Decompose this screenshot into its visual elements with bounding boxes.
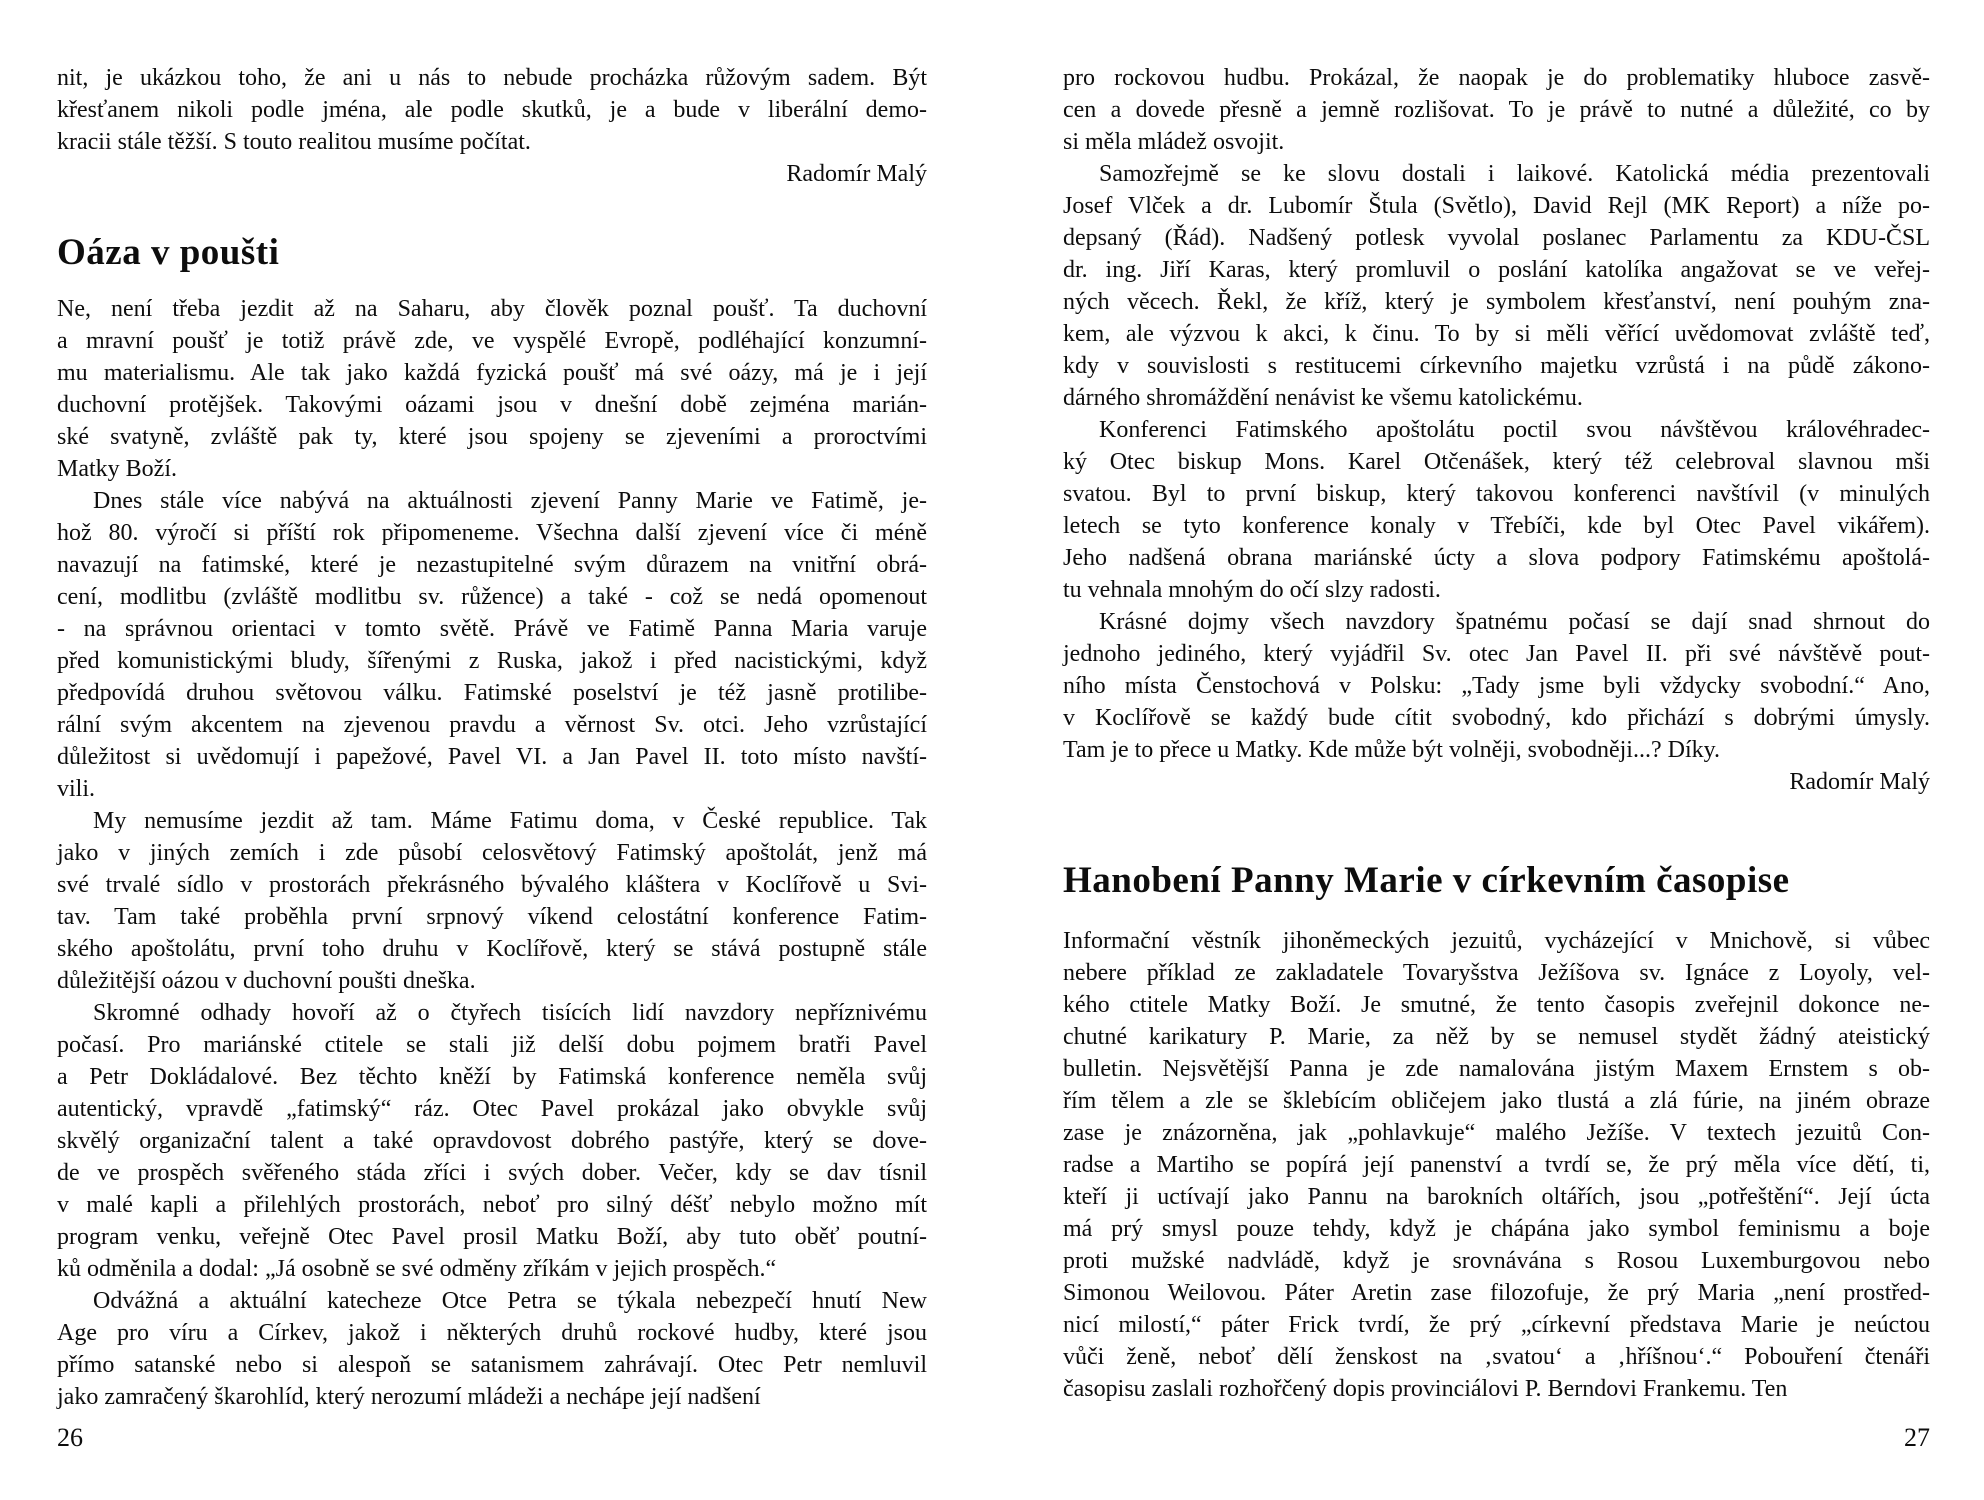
text-line: nicí milostí,“ páter Frick tvrdí, že prý „církevní představa Marie je neúctou (1063, 1312, 1930, 1338)
text-line: letech se tyto konference konaly v Třebíči, kde byl Otec Pavel vikářem). (1063, 513, 1930, 539)
text-line: důležitější oázou v duchovní poušti dneška. (57, 968, 476, 994)
paragraph (57, 997, 927, 1285)
text-line: vůči ženě, neboť dělí ženskost na ‚svatou‘ a ‚hříšnou‘.“ Pobouření čtenáři (1063, 1344, 1930, 1370)
text-line: si měla mládež osvojit. (1063, 129, 1285, 155)
text-line: kdy v souvislosti s restitucemi církevního majetku vzrůstá i na půdě zákono- (1063, 353, 1930, 379)
text-line: jako zamračený škarohlíd, který nerozumí mládeži a nechápe její nadšení (57, 1384, 761, 1410)
text-line: pro rockovou hudbu. Prokázal, že naopak je do problematiky hluboce zasvě- (1063, 65, 1930, 91)
text-line: Matky Boží. (57, 456, 177, 482)
text-line: ské svatyně, zvláště pak ty, které jsou spojeny se zjeveními a proroctvími (57, 424, 927, 450)
text-line: program venku, veřejně Otec Pavel prosil Matku Boží, aby tuto oběť poutní- (57, 1224, 927, 1250)
author-signature: Radomír Malý (1789, 769, 1930, 795)
text-line: - na správnou orientaci v tomto světě. Právě ve Fatimě Panna Maria varuje (57, 616, 927, 642)
text-line: dr. ing. Jiří Karas, který promluvil o poslání katolíka angažovat se ve veřej- (1063, 257, 1930, 283)
article-heading-oaza-v-pousti: Oáza v poušti (57, 232, 280, 273)
paragraph (1063, 606, 1930, 766)
text-line: depsaný (Řád). Nadšený potlesk vyvolal poslanec Parlamentu za KDU-ČSL (1063, 225, 1930, 251)
text-line: ků odměnila a dodal: „Já osobně se své odměny zříkám v jejich prospěch.“ (57, 1256, 777, 1282)
text-line: a Petr Dokládalové. Bez těchto kněží by Fatimská konference neměla svůj (57, 1064, 927, 1090)
text-line: kracii stále těžší. S touto realitou musíme počítat. (57, 129, 531, 155)
text-line: časopisu zaslali rozhořčený dopis provinciálovi P. Berndovi Frankemu. Ten (1063, 1376, 1788, 1402)
text-line: Ne, není třeba jezdit až na Saharu, aby člověk poznal poušť. Ta duchovní (57, 296, 927, 322)
text-line: ký Otec biskup Mons. Karel Otčenášek, který též celebroval slavnou mši (1063, 449, 1930, 475)
paragraph (1063, 925, 1930, 1405)
page-number: 26 (57, 1423, 83, 1452)
text-line: ského apoštolátu, první toho druhu v Koclířově, který se stává postupně stále (57, 936, 927, 962)
text-line: ního místa Čenstochová v Polsku: „Tady jsme byli vždycky svobodní.“ Ano, (1063, 673, 1930, 699)
text-line: ných věcech. Řekl, že kříž, který je symbolem křesťanství, není pouhým zna- (1063, 289, 1930, 315)
text-line: vili. (57, 776, 96, 802)
text-line: Skromné odhady hovoří až o čtyřech tisících lidí navzdory nepříznivému (93, 1000, 927, 1026)
text-line: radse a Martiho se popírá její panenství a tvrdí se, že prý měla více dětí, ti, (1063, 1152, 1930, 1178)
text-line: Krásné dojmy všech navzdory špatnému počasí se dají snad shrnout do (1099, 609, 1930, 635)
text-line: počasí. Pro mariánské ctitele se stali již delší dobu pojmem bratři Pavel (57, 1032, 927, 1058)
paragraph (57, 1285, 927, 1413)
text-line: Josef Vlček a dr. Lubomír Štula (Světlo), David Rejl (MK Report) a níže po- (1063, 193, 1930, 219)
text-line: jednoho jediného, který vyjádřil Sv. otec Jan Pavel II. při své návštěvě pout- (1063, 641, 1930, 667)
article-heading-hanobeni-panny-marie: Hanobení Panny Marie v církevním časopise (1063, 860, 1790, 901)
text-line: mu materialismu. Ale tak jako každá fyzická poušť má své oázy, má je i její (57, 360, 927, 386)
right-page (1063, 62, 1930, 1405)
text-line: Age pro víru a Církev, jakož i některých druhů rockové hudby, které jsou (57, 1320, 927, 1346)
page-number: 27 (1904, 1423, 1930, 1452)
right-intro-paragraphs (1063, 62, 1930, 766)
text-line: nit, je ukázkou toho, že ani u nás to nebude procházka růžovým sadem. Být (57, 65, 927, 91)
left-article-paragraphs (57, 293, 927, 1413)
right-article-paragraphs (1063, 925, 1930, 1405)
paragraph (57, 293, 927, 485)
text-line: Odvážná a aktuální katecheze Otce Petra se týkala nebezpečí hnutí New (93, 1288, 927, 1314)
paragraph (57, 805, 927, 997)
text-line: nebere příklad ze zakladatele Tovaryšstva Ježíšova sv. Ignáce z Loyoly, vel- (1063, 960, 1930, 986)
text-line: důležitost si uvědomují i papežové, Pavel VI. a Jan Pavel II. toto místo navští- (57, 744, 927, 770)
text-line: Simonou Weilovou. Páter Aretin zase filozofuje, že prý Maria „není prostřed- (1063, 1280, 1930, 1306)
text-line: de ve prospěch svěřeného stáda zříci i svých dober. Večer, kdy se dav tísnil (57, 1160, 927, 1186)
text-line: kého ctitele Matky Boží. Je smutné, že tento časopis zveřejnil dokonce ne- (1063, 992, 1930, 1018)
paragraph (57, 62, 927, 158)
text-line: předpovídá druhou světovou válku. Fatimské poselství je též jasně protilibe- (57, 680, 927, 706)
text-line: jako v jiných zemích i zde působí celosvětový Fatimský apoštolát, jenž má (57, 840, 927, 866)
text-line: Jeho nadšená obrana mariánské úcty a slova podpory Fatimskému apoštolá- (1063, 545, 1930, 571)
text-line: proti mužské nadvládě, když je srovnávána s Rosou Luxemburgovou nebo (1063, 1248, 1930, 1274)
paragraph (1063, 62, 1930, 158)
text-line: kteří ji uctívají jako Pannu na barokních oltářích, jsou „potřeštění“. Její úcta (1063, 1184, 1930, 1210)
text-line: cen a dovede přesně a jemně rozlišovat. To je právě to nutné a důležité, co by (1063, 97, 1930, 123)
text-line: přímo satanské nebo si alespoň se satanismem zahrávají. Otec Petr nemluvil (57, 1352, 927, 1378)
paragraph (1063, 158, 1930, 414)
text-line: navazují na fatimské, které je nezastupitelné svým důrazem na vnitřní obrá- (57, 552, 927, 578)
author-signature: Radomír Malý (786, 161, 927, 187)
text-line: má prý smysl pouze tehdy, když je chápána jako symbol feminismu a boje (1063, 1216, 1930, 1242)
text-line: dárného shromáždění nenávist ke všemu katolickému. (1063, 385, 1583, 411)
text-line: Informační věstník jihoněmeckých jezuitů, vycházející v Mnichově, si vůbec (1063, 928, 1930, 954)
left-page (57, 62, 927, 1413)
text-line: Samozřejmě se ke slovu dostali i laikové. Katolická média prezentovali (1099, 161, 1930, 187)
text-line: křesťanem nikoli podle jména, ale podle skutků, je a bude v liberální demo- (57, 97, 927, 123)
text-line: rální svým akcentem na zjevenou pravdu a věrnost Sv. otci. Jeho vzrůstající (57, 712, 927, 738)
text-line: autentický, vpravdě „fatimský“ ráz. Otec Pavel prokázal jako obvykle svůj (57, 1096, 927, 1122)
paragraph (57, 485, 927, 805)
text-line: cení, modlitbu (zvláště modlitbu sv. růžence) a také - což se nedá opomenout (57, 584, 927, 610)
text-line: skvělý organizační talent a také opravdovost dobrého pastýře, který se dove- (57, 1128, 927, 1154)
text-line: bulletin. Nejsvětější Panna je zde namalována jistým Maxem Ernstem s ob- (1063, 1056, 1930, 1082)
paragraph (1063, 414, 1930, 606)
text-line: v Koclířově se každý bude cítit svobodný, kdo přichází s dobrými úmysly. (1063, 705, 1930, 731)
text-line: tu vehnala mnohým do očí slzy radosti. (1063, 577, 1441, 603)
text-line: své trvalé sídlo v prostorách překrásného bývalého kláštera v Koclířově u Svi- (57, 872, 927, 898)
text-line: kem, ale výzvou k akci, k činu. To by si měli věřící uvědomovat zvláště teď, (1063, 321, 1930, 347)
text-line: v malé kapli a přilehlých prostorách, neboť pro silný déšť nebylo možno mít (57, 1192, 927, 1218)
text-line: Konferenci Fatimského apoštolátu poctil svou návštěvou královéhradec- (1099, 417, 1930, 443)
text-line: hož 80. výročí si příští rok připomeneme. Všechna další zjevení více či méně (57, 520, 927, 546)
text-line: Tam je to přece u Matky. Kde může být volněji, svobodněji...? Díky. (1063, 737, 1721, 763)
left-intro-paragraphs (57, 62, 927, 158)
text-line: a mravní poušť je totiž právě zde, ve vyspělé Evropě, podléhající konzumní- (57, 328, 927, 354)
text-line: zase je znázorněna, jak „pohlavkuje“ malého Ježíše. V textech jezuitů Con- (1063, 1120, 1930, 1146)
text-line: řím tělem a zle se šklebícím obličejem jako tlustá a zlá fúrie, na jiném obraze (1063, 1088, 1930, 1114)
text-line: svatou. Byl to první biskup, který takovou konferenci navštívil (v minulých (1063, 481, 1930, 507)
text-line: duchovní protějšek. Takovými oázami jsou v dnešní době zejména marián- (57, 392, 927, 418)
text-line: tav. Tam také proběhla první srpnový víkend celostátní konference Fatim- (57, 904, 927, 930)
text-line: Dnes stále více nabývá na aktuálnosti zjevení Panny Marie ve Fatimě, je- (93, 488, 927, 514)
text-line: My nemusíme jezdit až tam. Máme Fatimu doma, v České republice. Tak (93, 808, 927, 834)
text-line: před komunistickými bludy, šířenými z Ruska, jakož i před nacistickými, když (57, 648, 927, 674)
text-line: chutné karikatury P. Marie, za něž by se nemusel stydět žádný ateistický (1063, 1024, 1930, 1050)
